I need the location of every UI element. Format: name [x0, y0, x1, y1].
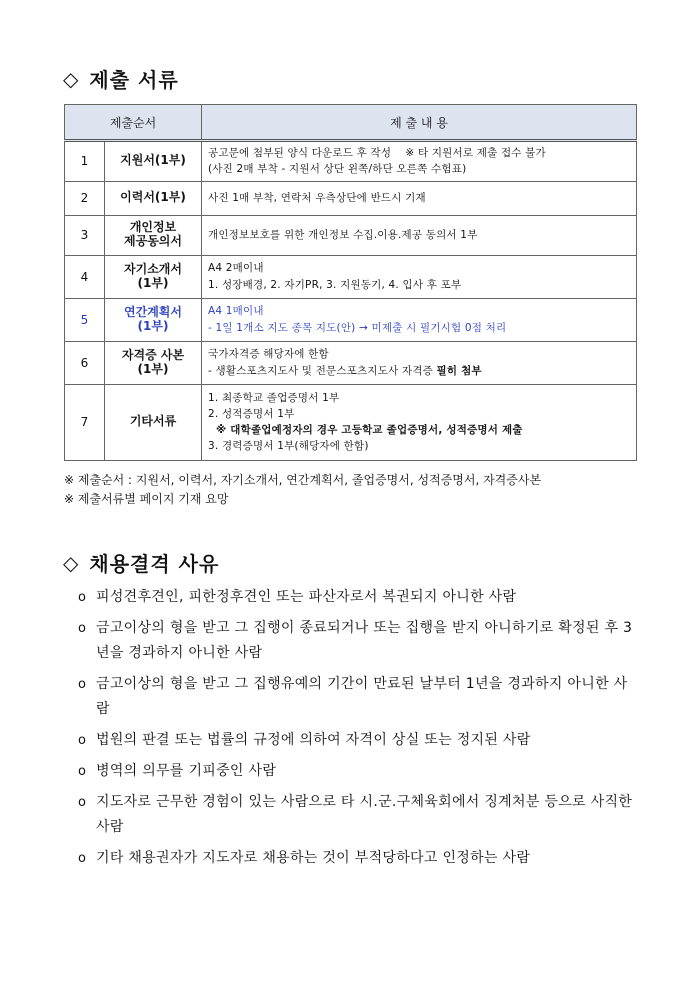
section-title-submission [63, 64, 179, 93]
document-content [202, 298, 637, 341]
row-number: 3 [65, 215, 105, 255]
document-name: 자격증 사본 (1부) [105, 341, 202, 384]
header-order: 제출순서 [65, 105, 202, 141]
list-item: o 피성견후견인, 피한정후견인 또는 파산자로서 복권되지 아니한 사람 [78, 585, 638, 610]
header-content: 제 출 내 용 [202, 105, 637, 141]
content-line: (사진 2매 부착 - 지원서 상단 왼쪽/하단 오른쪽 수험표) [208, 163, 467, 176]
submission-documents-table [64, 104, 637, 461]
content-line: 2. 성적증명서 1부 [208, 407, 295, 420]
content-line: - 1일 1개소 지도 종목 지도(안) → 미제출 시 필기시험 0점 처리 [208, 321, 507, 334]
content-line: 1. 성장배경, 2. 자기PR, 3. 지원동기, 4. 입사 후 포부 [208, 278, 462, 291]
note-order: ※ 제출순서 : 지원서, 이력서, 자기소개서, 연간계획서, 졸업증명서, 성적증명서, 자격증사본 [64, 473, 542, 487]
row-number: 7 [65, 384, 105, 460]
table-row [65, 298, 637, 341]
table-row [65, 341, 637, 384]
document-name: 개인정보 제공동의서 [105, 215, 202, 255]
note-page: ※ 제출서류별 페이지 기재 요망 [64, 492, 229, 506]
row-number: 6 [65, 341, 105, 384]
content-line: ※ 대학졸업예정자의 경우 고등학교 졸업증명서, 성적증명서 제출 [216, 424, 523, 437]
bullet-icon: o [78, 677, 87, 692]
diamond-icon: ◇ [63, 66, 80, 91]
table-row [65, 215, 637, 255]
document-content [202, 181, 637, 215]
row-number: 1 [65, 141, 105, 182]
section-title-disqualification [63, 548, 219, 577]
section-title-text: 채용결격 사유 [89, 552, 220, 576]
table-header-row [65, 105, 637, 141]
content-line: 1. 최종학교 졸업증명서 1부 [208, 391, 340, 404]
document-content [202, 255, 637, 298]
content-line: 국가자격증 해당자에 한함 [208, 348, 329, 361]
list-item: o 금고이상의 형을 받고 그 집행이 종료되거나 또는 집행을 받지 아니하기로 확정된 후 3년을 경과하지 아니한 사람 [78, 616, 638, 666]
document-content [202, 384, 637, 460]
list-item: o 지도자로 근무한 경험이 있는 사람으로 타 시.군.구체육회에서 징계처분 등으로 사직한 사람 [78, 790, 638, 840]
document-name: 연간계획서 (1부) [105, 298, 202, 341]
bullet-icon: o [78, 621, 87, 636]
row-number: 2 [65, 181, 105, 215]
bullet-icon: o [78, 764, 87, 779]
row-number: 5 [65, 298, 105, 341]
content-line: A4 2매이내 [208, 262, 264, 275]
document-name: 자기소개서 (1부) [105, 255, 202, 298]
list-item: o 금고이상의 형을 받고 그 집행유예의 기간이 만료된 날부터 1년을 경과하지 아니한 사람 [78, 672, 638, 722]
row-number: 4 [65, 255, 105, 298]
content-line: A4 1매이내 [208, 305, 264, 318]
diamond-icon: ◇ [63, 550, 80, 575]
bullet-icon: o [78, 795, 87, 810]
document-name: 지원서(1부) [105, 141, 202, 182]
bullet-icon: o [78, 590, 87, 605]
table-row [65, 255, 637, 298]
list-item: o 기타 채용권자가 지도자로 채용하는 것이 부적당하다고 인정하는 사람 [78, 846, 638, 871]
table-row [65, 141, 637, 182]
document-content [202, 215, 637, 255]
document-name: 이력서(1부) [105, 181, 202, 215]
list-item: o 병역의 의무를 기피중인 사람 [78, 759, 638, 784]
table-row [65, 181, 637, 215]
document-name: 기타서류 [105, 384, 202, 460]
document-content [202, 141, 637, 182]
bullet-icon: o [78, 733, 87, 748]
content-line: 공고문에 첨부된 양식 다운로드 후 작성 ※ 타 지원서로 제출 접수 불가 [208, 147, 546, 159]
content-line: 개인정보보호를 위한 개인정보 수집.이용.제공 동의서 1부 [208, 228, 478, 241]
list-item: o 법원의 판결 또는 법률의 규정에 의하여 자격이 상실 또는 정지된 사람 [78, 728, 638, 753]
disqualification-list [78, 585, 638, 877]
content-line: 사진 1매 부착, 연락처 우측상단에 반드시 기재 [208, 191, 426, 204]
submission-notes [64, 471, 541, 509]
table-row [65, 384, 637, 460]
content-line: - 생활스포츠지도사 및 전문스포츠지도사 자격증 필히 첨부 [208, 364, 482, 377]
section-title-text: 제출 서류 [89, 68, 179, 92]
document-content [202, 341, 637, 384]
content-line: 3. 경력증명서 1부(해당자에 한함) [208, 440, 369, 453]
bullet-icon: o [78, 851, 87, 866]
